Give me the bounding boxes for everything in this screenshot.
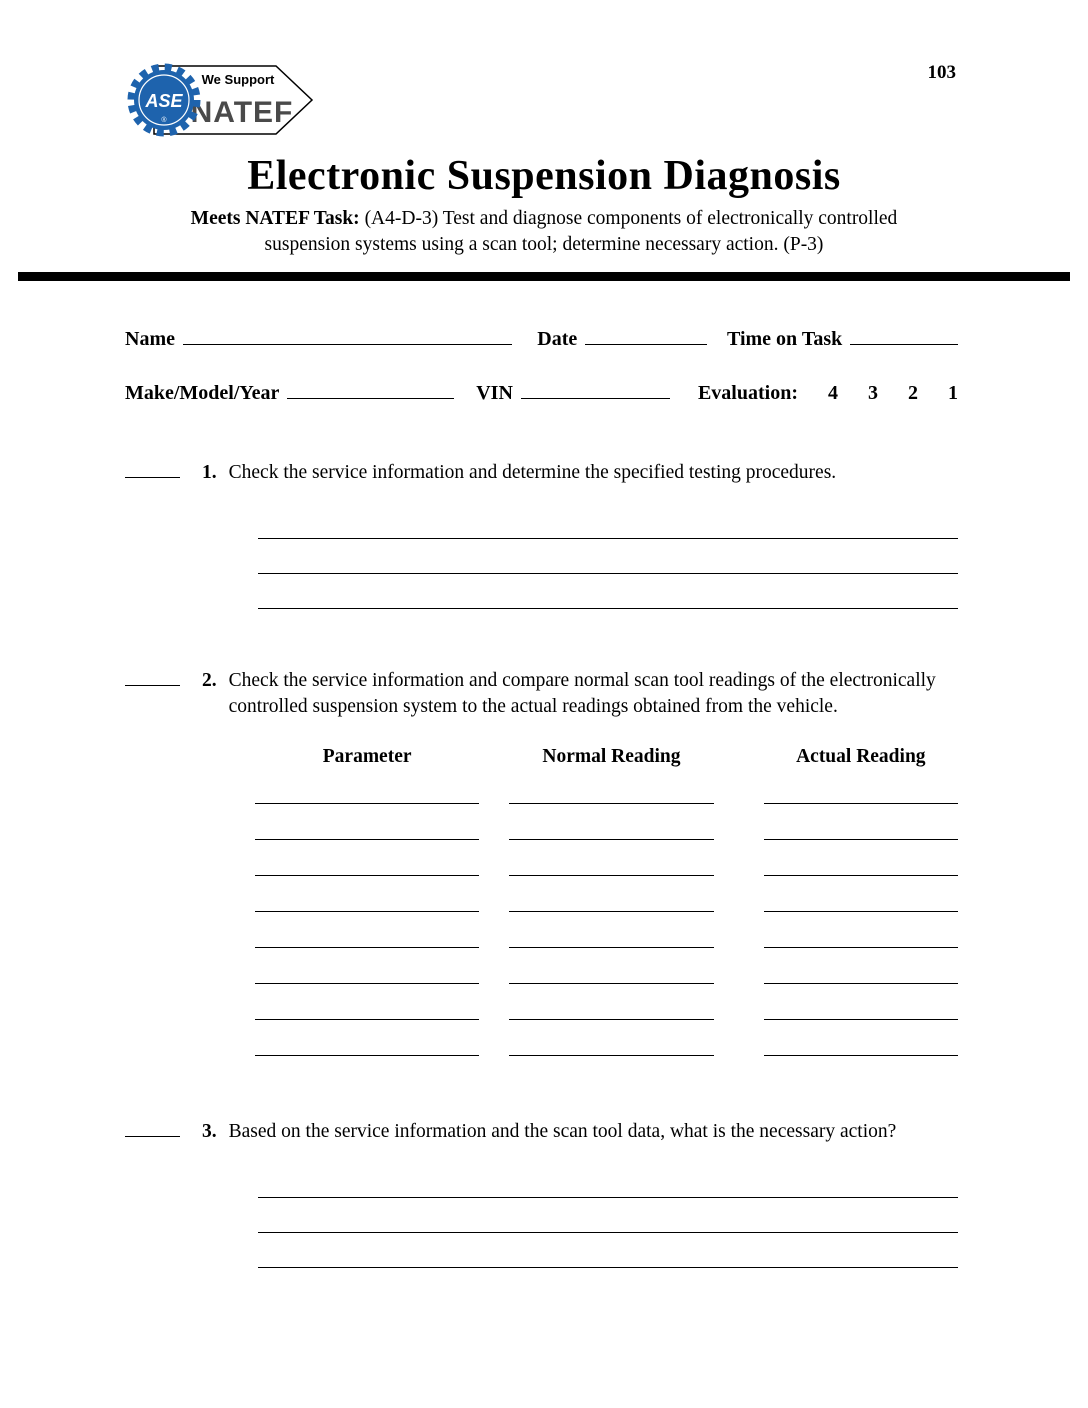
header-divider-rule	[18, 272, 1070, 281]
question-3-text: Based on the service information and the scan tool data, what is the necessary action?	[228, 1121, 897, 1143]
time-on-task-blank-line	[850, 325, 958, 345]
form-row-vehicle-evaluation	[125, 379, 958, 405]
table-row	[255, 768, 958, 804]
answer-line	[258, 504, 958, 539]
logo-natef-text: NATEF	[190, 96, 294, 129]
scan-table-body	[255, 768, 958, 1056]
normal-reading-blank-cell	[509, 984, 713, 1020]
actual-reading-blank-cell	[764, 804, 958, 840]
evaluation-label: Evaluation:	[697, 382, 798, 405]
time-on-task-label: Time on Task	[726, 328, 843, 351]
answer-line	[258, 1198, 958, 1233]
question-2-score-blank	[125, 667, 180, 686]
normal-reading-blank-cell	[509, 948, 713, 984]
evaluation-score-3: 3	[868, 382, 878, 405]
name-label: Name	[125, 328, 175, 351]
scan-table-header-row	[255, 746, 958, 768]
natef-task-text: (A4-D-3) Test and diagnose components of electronically controlled suspension systems using a scan tool; determine necessary action. (P-3)	[264, 208, 898, 256]
parameter-blank-cell	[255, 876, 479, 912]
answer-line	[258, 1233, 958, 1268]
natef-task-label: Meets NATEF Task:	[190, 208, 360, 229]
actual-reading-column-header: Actual Reading	[796, 746, 926, 768]
question-2-section	[125, 667, 958, 1056]
actual-reading-blank-cell	[764, 912, 958, 948]
parameter-blank-cell	[255, 984, 479, 1020]
page-number: 103	[927, 62, 956, 83]
make-model-year-blank-line	[287, 379, 454, 399]
table-row	[255, 948, 958, 984]
normal-reading-blank-cell	[509, 1020, 713, 1056]
evaluation-score-4: 4	[828, 382, 838, 405]
vin-blank-line	[521, 379, 670, 399]
logo-ase-text: ASE	[145, 91, 183, 111]
actual-reading-blank-cell	[764, 948, 958, 984]
parameter-blank-cell	[255, 804, 479, 840]
table-row	[255, 876, 958, 912]
natef-task-description	[149, 206, 939, 258]
actual-reading-blank-cell	[764, 876, 958, 912]
table-row	[255, 984, 958, 1020]
parameter-blank-cell	[255, 768, 479, 804]
student-info-form	[125, 325, 958, 405]
normal-reading-blank-cell	[509, 768, 713, 804]
normal-reading-blank-cell	[509, 876, 713, 912]
actual-reading-blank-cell	[764, 840, 958, 876]
date-blank-line	[585, 325, 707, 345]
question-1-number: 1.	[202, 462, 217, 484]
page-title: Electronic Suspension Diagnosis	[247, 153, 841, 199]
answer-line	[258, 574, 958, 609]
make-model-year-label: Make/Model/Year	[125, 382, 280, 405]
question-3-row	[125, 1118, 958, 1145]
evaluation-score-1: 1	[948, 382, 958, 405]
normal-reading-blank-cell	[509, 912, 713, 948]
parameter-blank-cell	[255, 948, 479, 984]
parameter-column-header: Parameter	[322, 746, 412, 768]
question-2-row	[125, 667, 958, 720]
evaluation-score-2: 2	[908, 382, 918, 405]
actual-reading-blank-cell	[764, 768, 958, 804]
question-2-number: 2.	[202, 670, 217, 692]
vin-label: VIN	[476, 382, 513, 405]
question-1-score-blank	[125, 459, 180, 478]
table-row	[255, 1020, 958, 1056]
parameter-blank-cell	[255, 840, 479, 876]
actual-reading-blank-cell	[764, 1020, 958, 1056]
question-1-section	[125, 459, 958, 609]
actual-reading-blank-cell	[764, 984, 958, 1020]
question-2-text: Check the service information and compare normal scan tool readings of the electronically controlled suspension system to the actual readings obtained from the vehicle.	[228, 670, 936, 718]
answer-line	[258, 1163, 958, 1198]
form-row-name-date-time	[125, 325, 958, 351]
question-3-answer-lines	[258, 1163, 958, 1268]
logo-registered-mark: ®	[161, 117, 167, 124]
natef-logo-graphic	[126, 50, 321, 150]
normal-reading-blank-cell	[509, 840, 713, 876]
table-row	[255, 840, 958, 876]
question-3-score-blank	[125, 1118, 180, 1137]
table-row	[255, 804, 958, 840]
question-3-number: 3.	[202, 1121, 217, 1143]
natef-logo	[126, 50, 321, 155]
normal-reading-blank-cell	[509, 804, 713, 840]
parameter-blank-cell	[255, 912, 479, 948]
table-row	[255, 912, 958, 948]
logo-we-support-text: We Support	[201, 72, 275, 87]
question-1-answer-lines	[258, 504, 958, 609]
normal-reading-column-header: Normal Reading	[542, 746, 681, 768]
question-1-text: Check the service information and determine the specified testing procedures.	[228, 462, 837, 484]
parameter-blank-cell	[255, 1020, 479, 1056]
date-label: Date	[537, 328, 578, 351]
name-blank-line	[183, 325, 512, 345]
answer-line	[258, 539, 958, 574]
scan-readings-table	[255, 746, 958, 1056]
question-1-row	[125, 459, 958, 486]
question-3-section	[125, 1118, 958, 1268]
